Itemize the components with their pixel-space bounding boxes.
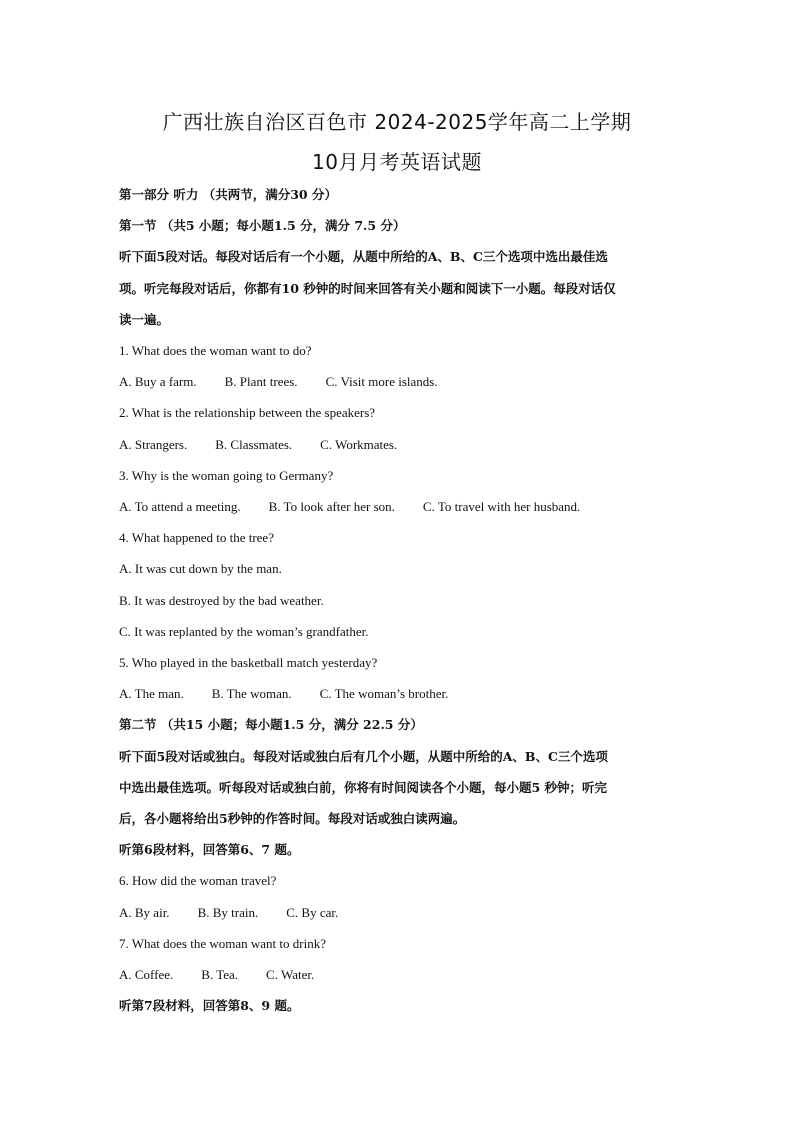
- exam-title-line-2: 10月月考英语试题: [312, 150, 482, 174]
- option-a: A. Coffee.: [119, 967, 174, 982]
- option-c: C. Workmates.: [320, 437, 398, 452]
- material-6-heading: 听第6段材料，回答第6、7 题。: [119, 842, 300, 857]
- question-3-options: [119, 499, 679, 515]
- question-5-options: [119, 686, 679, 702]
- question-6-options: [119, 905, 679, 921]
- option-a: A. The man.: [119, 686, 184, 701]
- section2-instruction-line: 中选出最佳选项。听每段对话或独白前，你将有时间阅读各个小题，每小题5 秒钟；听完: [119, 780, 608, 795]
- option-a: A. To attend a meeting.: [119, 499, 241, 514]
- section1-instruction-line: 项。听完每段对话后，你都有10 秒钟的时间来回答有关小题和阅读下一小题。每段对话仅: [119, 281, 616, 296]
- option-a: A. Buy a farm.: [119, 374, 197, 389]
- option-c: C. To travel with her husband.: [422, 499, 581, 514]
- question-7: 7. What does the woman want to drink?: [119, 936, 326, 951]
- question-5: 5. Who played in the basketball match yesterday?: [119, 655, 378, 670]
- option-a: A. Strangers.: [119, 437, 188, 452]
- option-b: B. To look after her son.: [268, 499, 395, 514]
- question-2: 2. What is the relationship between the speakers?: [119, 405, 376, 420]
- section1-instruction-line: 听下面5段对话。每段对话后有一个小题，从题中所给的A、B、C三个选项中选出最佳选: [119, 249, 608, 264]
- option-a: A. It was cut down by the man.: [119, 561, 282, 576]
- material-7-heading: 听第7段材料，回答第8、9 题。: [119, 998, 300, 1013]
- option-b: B. Tea.: [201, 967, 239, 982]
- section2-heading: 第二节 （共15 小题；每小题1.5 分，满分 22.5 分）: [119, 717, 423, 732]
- question-7-options: [119, 967, 679, 983]
- section1-instruction-line: 读一遍。: [119, 312, 170, 327]
- option-c: C. Visit more islands.: [325, 374, 438, 389]
- option-c: C. By car.: [286, 905, 339, 920]
- option-b: B. Plant trees.: [224, 374, 298, 389]
- option-a: A. By air.: [119, 905, 170, 920]
- option-b: B. It was destroyed by the bad weather.: [119, 593, 324, 608]
- part1-heading: 第一部分 听力 （共两节，满分30 分）: [119, 187, 337, 202]
- question-1-options: [119, 374, 679, 390]
- option-b: B. By train.: [197, 905, 259, 920]
- option-b: B. The woman.: [211, 686, 292, 701]
- question-1: 1. What does the woman want to do?: [119, 343, 312, 358]
- option-c: C. It was replanted by the woman’s grandfather.: [119, 624, 369, 639]
- option-c: C. The woman’s brother.: [319, 686, 449, 701]
- exam-title-line-1: 广西壮族自治区百色市 2024-2025学年高二上学期: [162, 110, 632, 134]
- question-2-options: [119, 437, 679, 453]
- option-c: C. Water.: [266, 967, 315, 982]
- section2-instruction-line: 后，各小题将给出5秒钟的作答时间。每段对话或独白读两遍。: [119, 811, 466, 826]
- question-6: 6. How did the woman travel?: [119, 873, 277, 888]
- option-b: B. Classmates.: [215, 437, 293, 452]
- section2-instruction-line: 听下面5段对话或独白。每段对话或独白后有几个小题，从题中所给的A、B、C三个选项: [119, 749, 608, 764]
- question-4: 4. What happened to the tree?: [119, 530, 274, 545]
- section1-heading: 第一节 （共5 小题；每小题1.5 分，满分 7.5 分）: [119, 218, 406, 233]
- question-3: 3. Why is the woman going to Germany?: [119, 468, 334, 483]
